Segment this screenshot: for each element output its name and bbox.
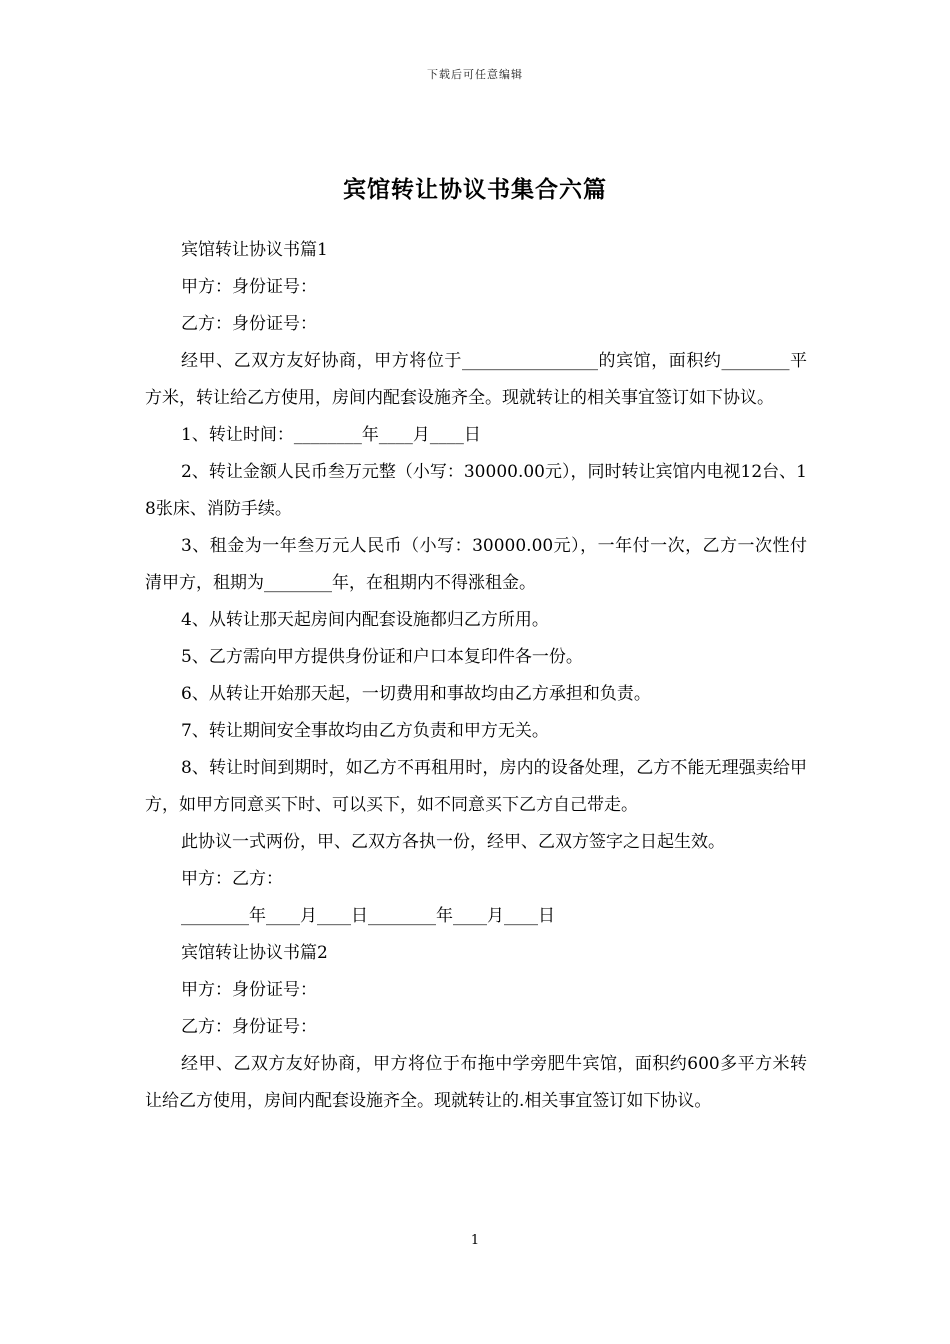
document-body	[145, 232, 807, 1120]
intro-paragraph: 经甲、乙双方友好协商，甲方将位于布拖中学旁肥牛宾馆，面积约600多平方米转让给乙方使用，房间内配套设施齐全。现就转让的.相关事宜签订如下协议。	[145, 1054, 807, 1111]
clause-4: 4、从转让那天起房间内配套设施都归乙方所用。	[181, 610, 549, 630]
intro-paragraph: 经甲、乙双方友好协商，甲方将位于________________的宾馆，面积约________平方米，转让给乙方使用，房间内配套设施齐全。现就转让的相关事宜签订如下协议。	[145, 351, 807, 408]
clause-7: 7、转让期间安全事故均由乙方负责和甲方无关。	[181, 721, 549, 741]
party-b-line: 乙方：身份证号：	[181, 314, 317, 334]
clause-5: 5、乙方需向甲方提供身份证和户口本复印件各一份。	[181, 647, 583, 667]
section-heading: 宾馆转让协议书篇1	[181, 240, 328, 260]
signature-parties: 甲方：乙方：	[181, 869, 283, 889]
signature-dates: ________年____月____日________年____月____日	[181, 906, 555, 926]
clause-6: 6、从转让开始那天起，一切费用和事故均由乙方承担和负责。	[181, 684, 651, 704]
effectivity-statement: 此协议一式两份，甲、乙双方各执一份，经甲、乙双方签字之日起生效。	[181, 832, 725, 852]
party-a-line: 甲方：身份证号：	[181, 277, 317, 297]
section-heading: 宾馆转让协议书篇2	[181, 943, 328, 963]
page-number: 1	[470, 1233, 480, 1248]
clause-1: 1、转让时间：________年____月____日	[181, 425, 481, 445]
download-note: 下载后可任意编辑	[427, 68, 523, 81]
document-title: 宾馆转让协议书集合六篇	[343, 176, 607, 204]
party-a-line: 甲方：身份证号：	[181, 980, 317, 1000]
clause-8: 8、转让时间到期时，如乙方不再租用时，房内的设备处理，乙方不能无理强卖给甲方，如甲方同意买下时、可以买下，如不同意买下乙方自己带走。	[145, 758, 807, 815]
clause-3: 3、租金为一年叁万元人民币（小写：30000.00元），一年付一次，乙方一次性付清甲方，租期为________年，在租期内不得涨租金。	[145, 536, 807, 593]
party-b-line: 乙方：身份证号：	[181, 1017, 317, 1037]
clause-2: 2、转让金额人民币叁万元整（小写：30000.00元），同时转让宾馆内电视12台、18张床、消防手续。	[145, 462, 807, 519]
